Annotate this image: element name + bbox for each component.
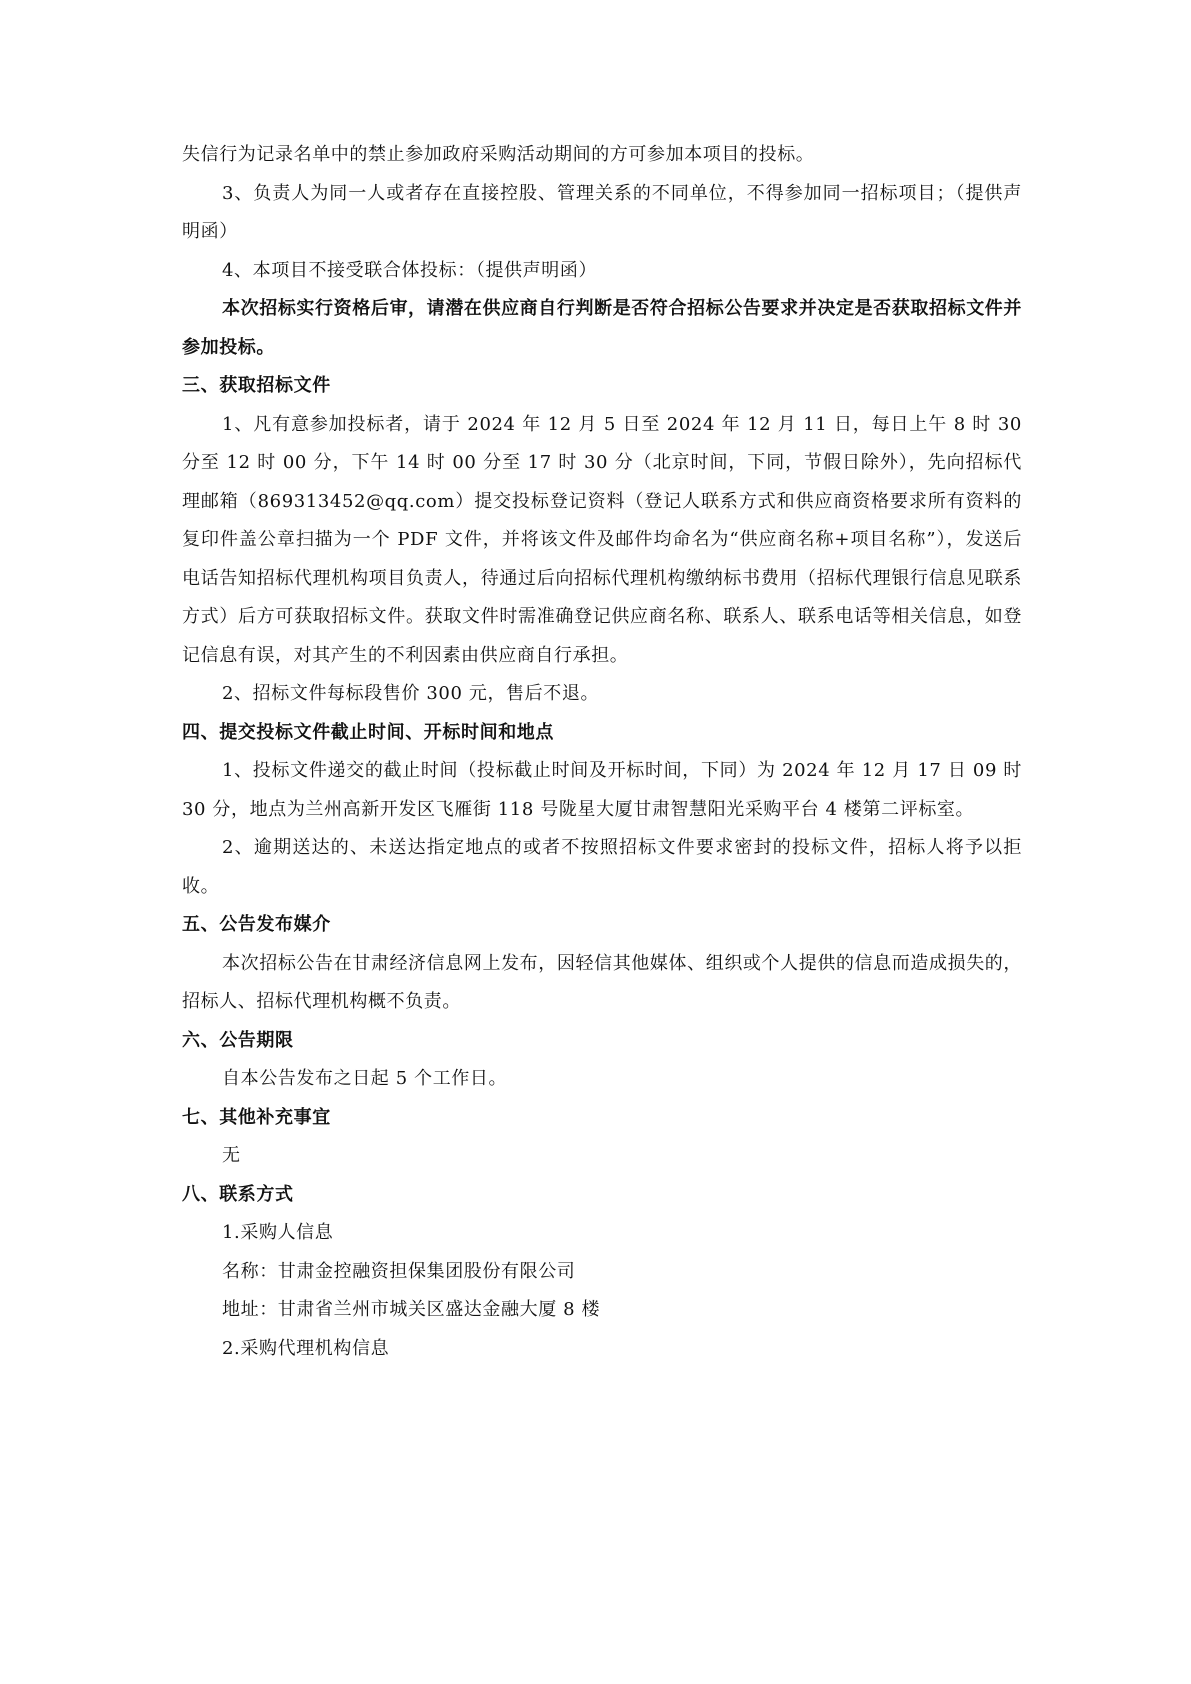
document-body xyxy=(182,136,1022,1368)
paragraph-requirement-3: 3、负责人为同一人或者存在直接控股、管理关系的不同单位，不得参加同一招标项目；（提供声明函） xyxy=(182,182,1022,242)
paragraph-period: 自本公告发布之日起 5 个工作日。 xyxy=(222,1068,508,1089)
contact-purchaser-heading: 1.采购人信息 xyxy=(222,1222,334,1243)
paragraph-obtain-docs-2: 2、招标文件每标段售价 300 元，售后不退。 xyxy=(222,683,600,704)
section-heading-deadline: 四、提交投标文件截止时间、开标时间和地点 xyxy=(182,721,554,743)
paragraph-obtain-docs-1: 1、凡有意参加投标者，请于 2024 年 12 月 5 日至 2024 年 12 月 11 日，每日上午 8 时 30 分至 12 时 00 分，下午 14 时 00 分至 17 时 30 分（北京时间，下同，节假日除外），先向招标代理邮箱（869313452@qq.com）提交投标登记资料（登记人联系方式和供应商资格要求所有资料的复印件盖公章扫描为一个 PDF 文件，并将该文件及邮件均命名为“供应商名称+项目名称”），发送后电话告知招标代理机构项目负责人，待通过后向招标代理机构缴纳标书费用（招标代理银行信息见联系方式）后方可获取招标文件。获取文件时需准确登记供应商名称、联系人、联系电话等相关信息，如登记信息有误，对其产生的不利因素由供应商自行承担。 xyxy=(182,413,1022,666)
section-heading-period: 六、公告期限 xyxy=(182,1029,294,1051)
section-heading-obtain-docs: 三、获取招标文件 xyxy=(182,375,331,396)
contact-purchaser-name: 名称：甘肃金控融资担保集团股份有限公司 xyxy=(222,1260,576,1282)
paragraph-other: 无 xyxy=(222,1145,241,1166)
paragraph-requirement-4: 4、本项目不接受联合体投标：（提供声明函） xyxy=(222,259,598,281)
paragraph-continuation: 失信行为记录名单中的禁止参加政府采购活动期间的方可参加本项目的投标。 xyxy=(182,144,815,165)
paragraph-deadline-1: 1、投标文件递交的截止时间（投标截止时间及开标时间，下同）为 2024 年 12 月 17 日 09 时 30 分，地点为兰州高新开发区飞雁街 118 号陇星大厦甘肃智慧阳光采购平台 4 楼第二评标室。 xyxy=(182,760,1022,820)
contact-agency-heading: 2.采购代理机构信息 xyxy=(222,1337,390,1359)
paragraph-deadline-2: 2、逾期送达的、未送达指定地点的或者不按照招标文件要求密封的投标文件，招标人将予以拒收。 xyxy=(182,837,1022,897)
paragraph-media: 本次招标公告在甘肃经济信息网上发布，因轻信其他媒体、组织或个人提供的信息而造成损失的，招标人、招标代理机构概不负责。 xyxy=(182,952,1022,1012)
contact-purchaser-address: 地址：甘肃省兰州市城关区盛达金融大厦 8 楼 xyxy=(222,1299,601,1320)
paragraph-qualification-notice: 本次招标实行资格后审，请潜在供应商自行判断是否符合招标公告要求并决定是否获取招标文件并参加投标。 xyxy=(182,298,1022,358)
section-heading-contact: 八、联系方式 xyxy=(182,1183,294,1205)
section-heading-other: 七、其他补充事宜 xyxy=(182,1106,331,1128)
section-heading-media: 五、公告发布媒介 xyxy=(182,914,331,935)
